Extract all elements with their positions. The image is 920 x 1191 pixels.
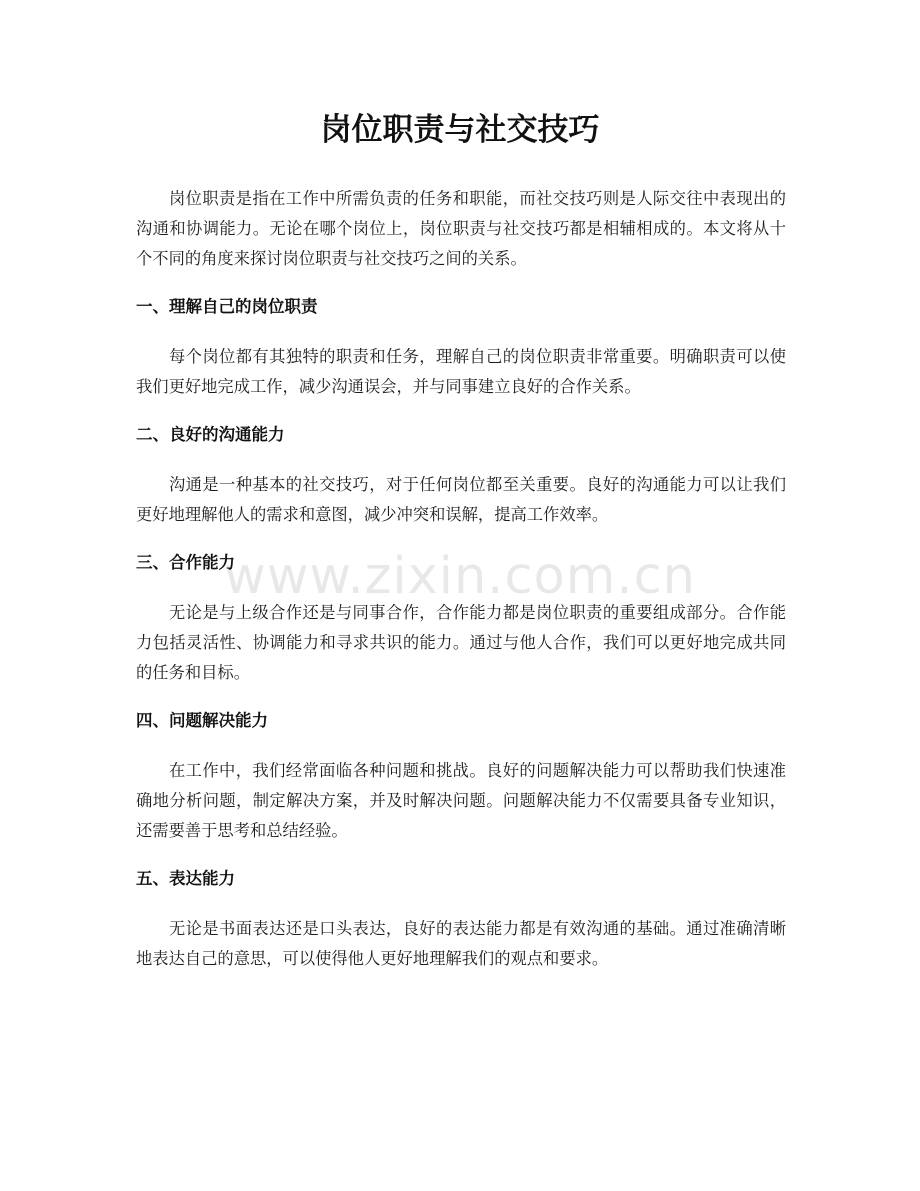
section-heading-5: 五、表达能力 [136,869,235,888]
intro-paragraph: 岗位职责是指在工作中所需负责的任务和职能，而社交技巧则是人际交往中表现出的沟通和协调能力。无论在哪个岗位上，岗位职责与社交技巧都是相辅相成的。本文将从十个不同的角度来探讨岗位职责与社交技巧之间的关系。 [136,189,786,268]
section-heading-1: 一、理解自己的岗位职责 [136,297,318,316]
section-paragraph-4: 在工作中，我们经常面临各种问题和挑战。良好的问题解决能力可以帮助我们快速准确地分析问题，制定解决方案，并及时解决问题。问题解决能力不仅需要具备专业知识，还需要善于思考和总结经验。 [136,761,786,840]
section-heading-4: 四、问题解决能力 [136,711,268,730]
document-body [136,184,786,974]
section-heading-3: 三、合作能力 [136,553,235,572]
section-paragraph-3: 无论是与上级合作还是与同事合作，合作能力都是岗位职责的重要组成部分。合作能力包括灵活性、协调能力和寻求共识的能力。通过与他人合作，我们可以更好地完成共同的任务和目标。 [136,603,786,682]
section-paragraph-1: 每个岗位都有其独特的职责和任务，理解自己的岗位职责非常重要。明确职责可以使我们更好地完成工作，减少沟通误会，并与同事建立良好的合作关系。 [136,347,786,396]
section-paragraph-2: 沟通是一种基本的社交技巧，对于任何岗位都至关重要。良好的沟通能力可以让我们更好地理解他人的需求和意图，减少冲突和误解，提高工作效率。 [136,475,786,524]
watermark-text: www.zixin.com.cn [224,547,696,606]
page-title: 岗位职责与社交技巧 [320,112,600,148]
section-heading-2: 二、良好的沟通能力 [136,425,285,444]
section-paragraph-5: 无论是书面表达还是口头表达，良好的表达能力都是有效沟通的基础。通过准确清晰地表达自己的意思，可以使得他人更好地理解我们的观点和要求。 [136,919,786,968]
